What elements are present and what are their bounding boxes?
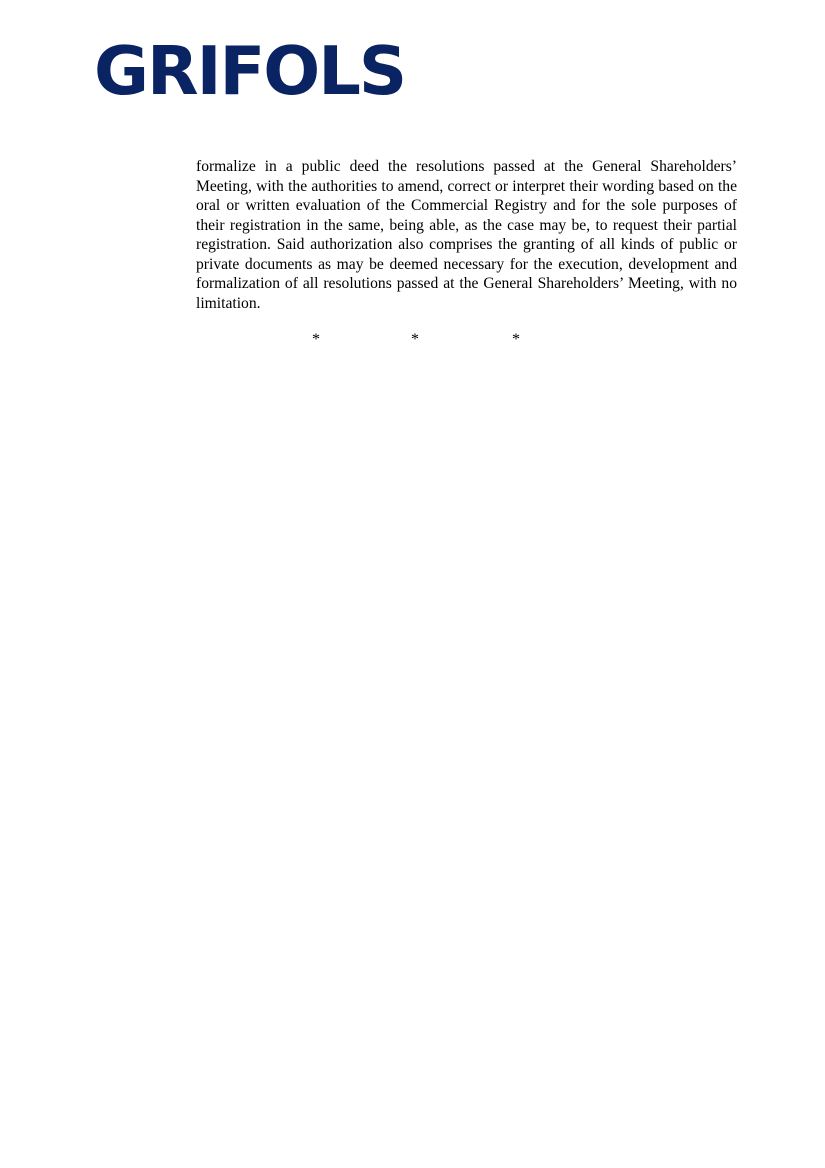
separator-asterisk: * — [312, 331, 320, 348]
resolution-paragraph: formalize in a public deed the resolutions passed at the General Shareholders’ Meeting, with the authorities to amend, correct or interpret their wording based on the oral or written evaluation of the Commercial Registry and for the sole purposes of their registration in the same, being able, as the case may be, to request their partial registration. Said authorization also comprises the granting of all kinds of public or private documents as may be deemed necessary for the execution, development and formalization of all resolutions passed at the General Shareholders’ Meeting, with no limitation. — [196, 158, 737, 312]
separator-asterisk: * — [411, 331, 419, 348]
section-separator — [0, 330, 825, 350]
separator-asterisk: * — [512, 331, 520, 348]
grifols-logo: GRIFOLS — [94, 32, 406, 110]
